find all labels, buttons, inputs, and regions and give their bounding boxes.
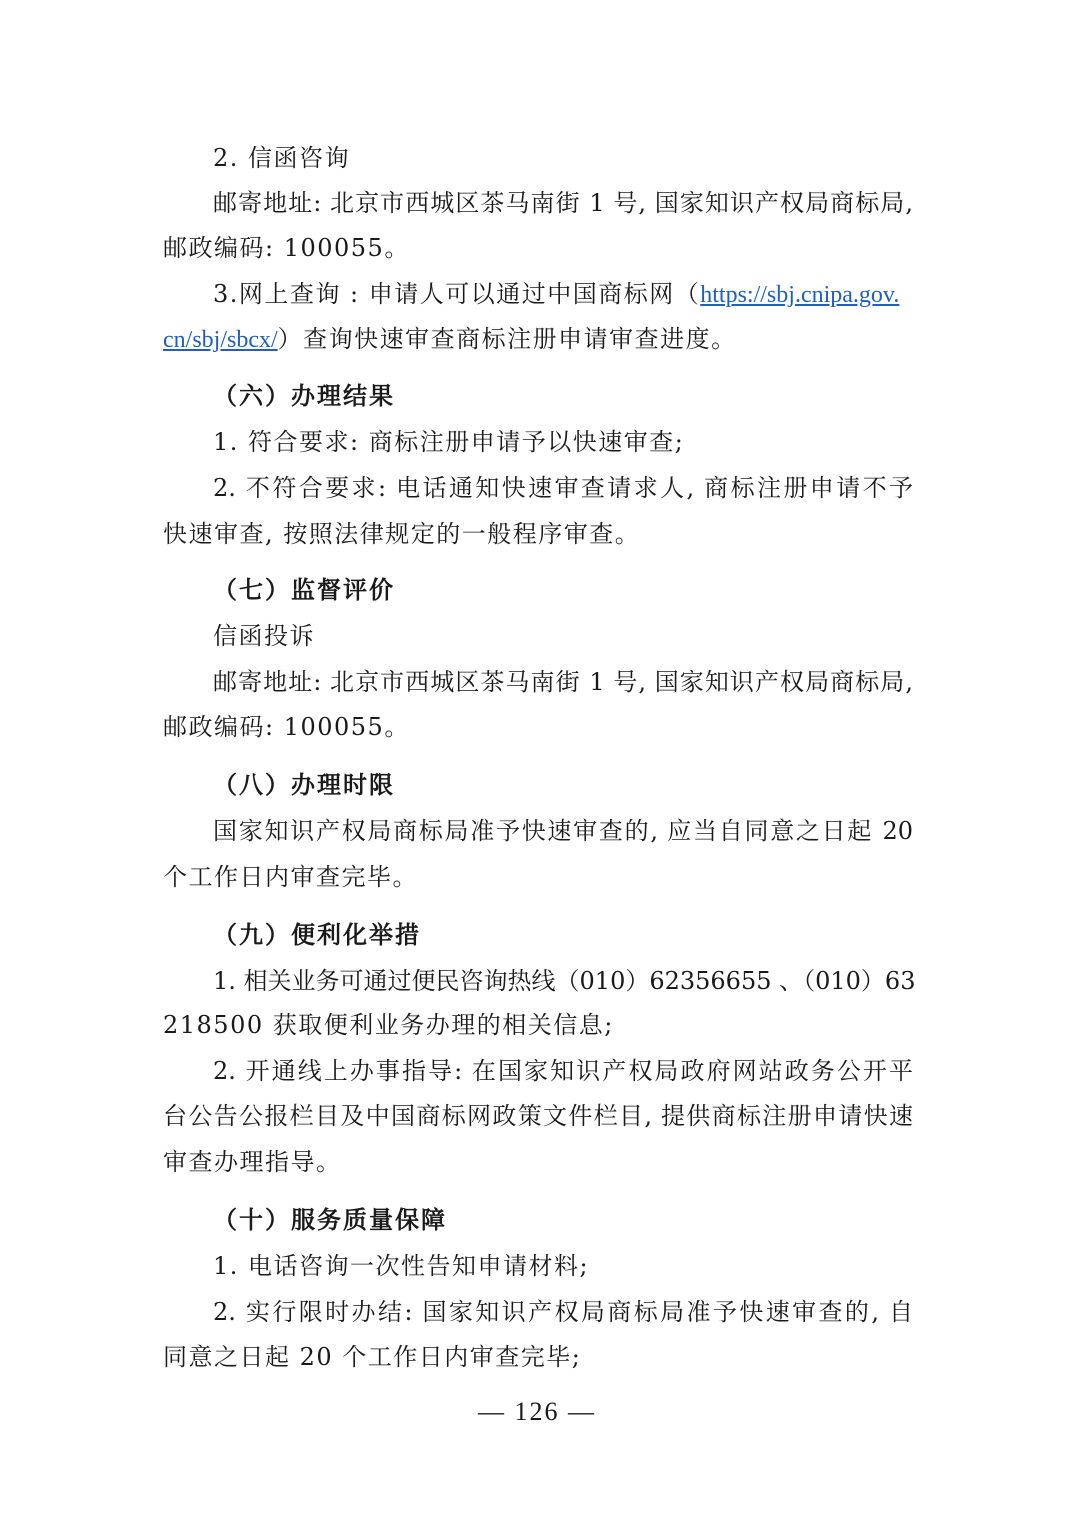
time-limit-heading: （八）办理时限: [213, 770, 395, 799]
result-heading: （六）办理结果: [213, 381, 395, 410]
online-query-suffix: ）查询快速审查商标注册申请审查进度。: [277, 325, 737, 353]
time-limit-line2: 个工作日内审查完毕。: [163, 863, 418, 891]
quality-item2-line1: 2. 实行限时办结: 国家知识产权局商标局准予快速审查的, 自: [213, 1298, 913, 1326]
convenience-item2-line2: 台公告公报栏目及中国商标网政策文件栏目, 提供商标注册申请快速: [163, 1102, 913, 1130]
supervision-heading: （七）监督评价: [213, 575, 395, 604]
convenience-item1-line2: 218500 获取便利业务办理的相关信息;: [163, 1011, 614, 1039]
supervision-item1: 信函投诉: [213, 622, 315, 650]
quality-item2-line2: 同意之日起 20 个工作日内审查完毕;: [163, 1343, 582, 1371]
online-query-link-part1[interactable]: https://sbj.cnipa.gov.: [700, 282, 900, 308]
convenience-heading: （九）便利化举措: [213, 920, 421, 949]
result-item2-line2: 快速审查, 按照法律规定的一般程序审查。: [163, 520, 641, 548]
contact-address-line2: 邮政编码: 100055。: [163, 234, 410, 262]
page-number: — 126 —: [478, 1397, 596, 1426]
supervision-address-line1: 邮寄地址: 北京市西城区茶马南街 1 号, 国家知识产权局商标局,: [213, 668, 913, 696]
contact-address-line1: 邮寄地址: 北京市西城区茶马南街 1 号, 国家知识产权局商标局,: [213, 189, 913, 217]
result-item1: 1. 符合要求: 商标注册申请予以快速审查;: [213, 428, 685, 456]
convenience-item2-line3: 审查办理指导。: [163, 1148, 342, 1176]
supervision-address-line2: 邮政编码: 100055。: [163, 713, 410, 741]
contact-letter-title: 2. 信函咨询: [213, 144, 351, 172]
convenience-item2-line1: 2. 开通线上办事指导: 在国家知识产权局政府网站政务公开平: [213, 1057, 913, 1085]
convenience-item1-line1: 1. 相关业务可通过便民咨询热线（010）62356655 、（010）63: [213, 967, 916, 995]
online-query-line2: [163, 317, 913, 361]
online-query-line1: [213, 272, 913, 316]
online-query-prefix: 3.网上查询 : 申请人可以通过中国商标网（: [213, 280, 701, 308]
quality-heading: （十）服务质量保障: [213, 1205, 447, 1234]
time-limit-line1: 国家知识产权局商标局准予快速审查的, 应当自同意之日起 20: [213, 817, 913, 845]
online-query-link-part2[interactable]: cn/sbj/sbcx/: [163, 327, 278, 353]
quality-item1: 1. 电话咨询一次性告知申请材料;: [213, 1252, 590, 1280]
result-item2-line1: 2. 不符合要求: 电话通知快速审查请求人, 商标注册申请不予: [213, 474, 913, 502]
